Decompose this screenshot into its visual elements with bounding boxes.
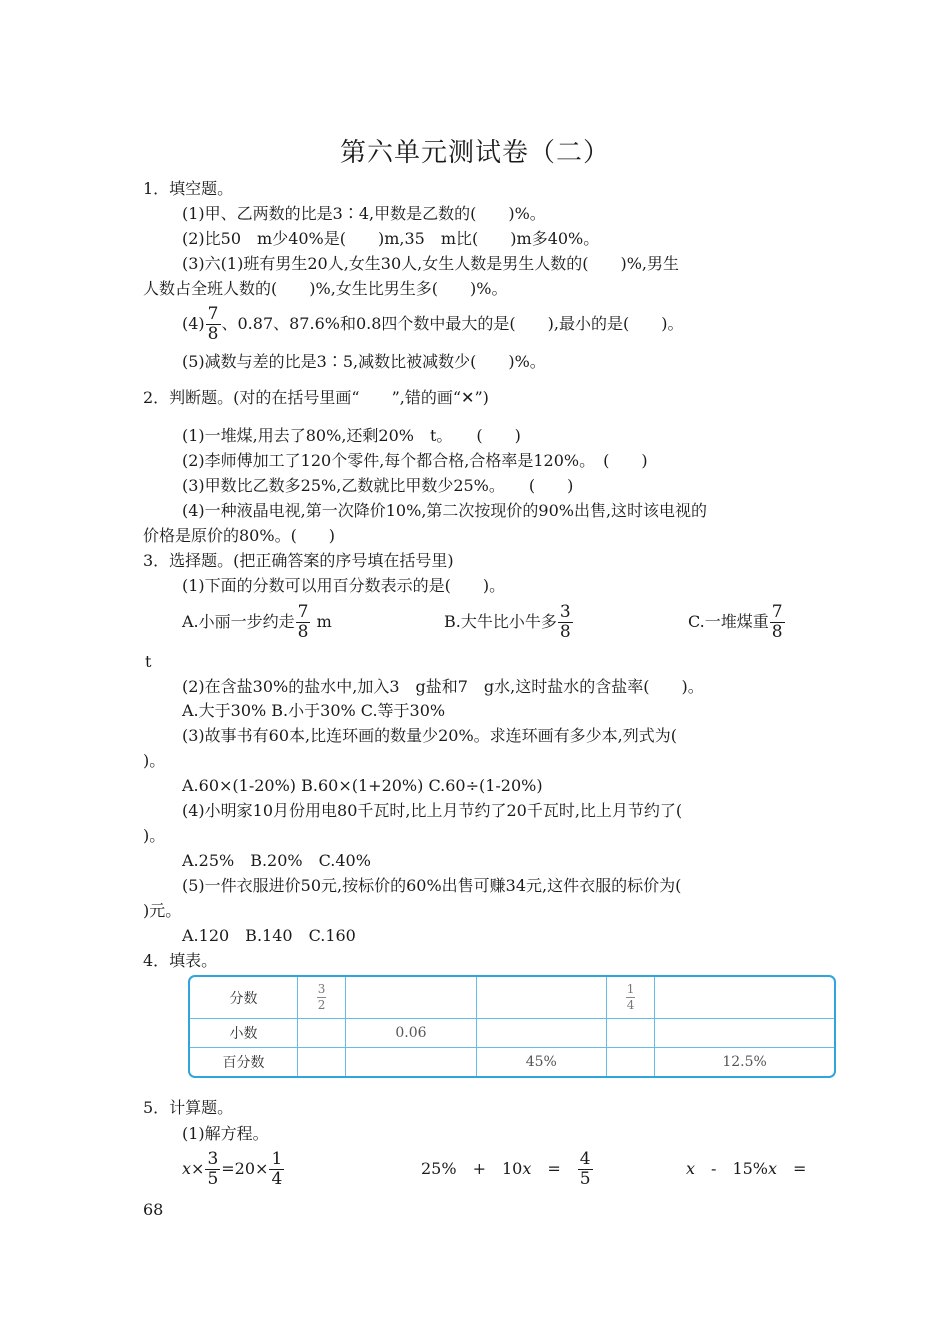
q3-item-3-options: A.60×(1-20%) B.60×(1+20%) C.60÷(1-20%) (182, 776, 543, 795)
equation-1 (182, 1148, 285, 1190)
fraction-denominator: 2 (317, 998, 326, 1013)
q3-item-3-line2: )。 (143, 751, 166, 770)
table-cell[interactable] (346, 1048, 476, 1076)
variable-x: x (182, 1159, 192, 1178)
q3-item-4-line2: )。 (143, 826, 166, 845)
variable-x: x (522, 1159, 532, 1178)
q1-item-4-text: 、0.87、87.6%和0.8四个数中最大的是( ),最小的是( )。 (221, 314, 684, 333)
q1-item-1: (1)甲、乙两数的比是3∶4,甲数是乙数的( )%。 (182, 204, 546, 223)
table-row-percent (190, 1048, 834, 1076)
fill-table (188, 975, 836, 1078)
q2-item-2: (2)李师傅加工了120个零件,每个都合格,合格率是120%。 ( ) (182, 451, 648, 470)
q3-item-1: (1)下面的分数可以用百分数表示的是( )。 (182, 576, 506, 595)
fraction-numerator: 3 (207, 1149, 219, 1169)
table-cell[interactable] (606, 1048, 654, 1076)
q1-item-3-line2: 人数占全班人数的( )%,女生比男生多( )%。 (143, 279, 508, 298)
q3-item-5-options: A.120 B.140 C.160 (182, 926, 356, 945)
table-cell[interactable] (298, 1048, 346, 1076)
q3-item-4-line1: (4)小明家10月份用电80千瓦时,比上月节约了20千瓦时,比上月节约了( (182, 801, 683, 820)
q3-item-4-options: A.25% B.20% C.40% (182, 851, 371, 870)
q3-heading: 3．选择题。(把正确答案的序号填在括号里) (143, 551, 454, 570)
q1-item-3-line1: (3)六(1)班有男生20人,女生30人,女生人数是男生人数的( )%,男生 (182, 254, 679, 273)
variable-x: x (686, 1159, 696, 1178)
table-cell[interactable] (346, 977, 476, 1019)
table-cell[interactable]: 12.5% (655, 1048, 834, 1076)
equals-sign: = (777, 1159, 807, 1178)
q5-sub-1: (1)解方程。 (182, 1124, 269, 1143)
table-fraction (626, 982, 636, 1013)
equation-middle: - 15% (695, 1159, 769, 1178)
table-cell[interactable] (298, 977, 346, 1019)
option-c-text: C.一堆煤重 (688, 612, 769, 631)
table-cell[interactable] (655, 1019, 834, 1048)
fraction-numerator: 4 (579, 1149, 591, 1169)
q3-item-3-line1: (3)故事书有60本,比连环画的数量少20%。求连环画有多少本,列式为( (182, 726, 678, 745)
option-b-text: B.大牛比小牛多 (444, 612, 557, 631)
page-number: 68 (143, 1200, 164, 1219)
row-label: 百分数 (190, 1048, 298, 1076)
fraction-7-8 (206, 305, 221, 344)
fraction-denominator: 8 (559, 622, 571, 642)
fraction-denominator: 8 (771, 622, 783, 642)
fraction-7-8 (296, 603, 311, 642)
table-cell[interactable]: 0.06 (346, 1019, 476, 1048)
table-cell[interactable] (476, 1019, 606, 1048)
fraction-denominator: 4 (626, 998, 635, 1013)
q1-item-4 (182, 304, 683, 344)
page-title: 第六单元测试卷（二） (339, 138, 610, 168)
q2-item-3: (3)甲数比乙数多25%,乙数就比甲数少25%。 ( ) (182, 476, 574, 495)
q3-item-5-line2: )元。 (143, 901, 182, 920)
table-cell[interactable]: 45% (476, 1048, 606, 1076)
q3-item-2-options: A.大于30% B.小于30% C.等于30% (182, 701, 446, 720)
fraction-denominator: 5 (207, 1169, 219, 1189)
q3-option-a (182, 601, 332, 643)
fraction-denominator: 8 (297, 622, 309, 642)
table-fraction (317, 982, 327, 1013)
table-cell[interactable] (655, 977, 834, 1019)
times-sign: × (191, 1159, 205, 1178)
option-a-unit: m (316, 612, 332, 631)
q4-heading: 4．填表。 (143, 951, 218, 970)
fraction-4-5 (578, 1150, 593, 1189)
q3-option-c (688, 601, 786, 643)
equation-2 (421, 1148, 594, 1190)
q2-item-1: (1)一堆煤,用去了80%,还剩20% t。 ( ) (182, 426, 521, 445)
equation-3 (686, 1158, 806, 1180)
fraction-denominator: 5 (579, 1169, 591, 1189)
variable-x: x (768, 1159, 778, 1178)
q2-item-4-line1: (4)一种液晶电视,第一次降价10%,第二次按现价的90%出售,这时该电视的 (182, 501, 708, 520)
fraction-numerator: 1 (626, 982, 635, 997)
fraction-3-5 (205, 1150, 220, 1189)
equation-middle: =20× (221, 1159, 269, 1178)
q1-item-5: (5)减数与差的比是3∶5,减数比被减数少( )%。 (182, 352, 546, 371)
row-label: 分数 (190, 977, 298, 1019)
fraction-3-8 (558, 603, 573, 642)
option-a-text: A.小丽一步约走 (182, 612, 295, 631)
fraction-numerator: 7 (297, 602, 309, 622)
equals-sign: = (531, 1159, 577, 1178)
table-cell[interactable] (298, 1019, 346, 1048)
fraction-numerator: 7 (207, 304, 219, 324)
q1-item-2: (2)比50 m少40%是( )m,35 m比( )m多40%。 (182, 229, 600, 248)
q3-option-c-unit: t (145, 652, 152, 671)
q2-heading: 2．判断题。(对的在括号里画“ ”,错的画“✕”) (143, 388, 489, 407)
fraction-numerator: 1 (271, 1149, 283, 1169)
q1-item-4-prefix: (4) (182, 314, 205, 333)
fraction-numerator: 7 (771, 602, 783, 622)
fraction-denominator: 8 (207, 324, 219, 344)
table-row-fraction (190, 977, 834, 1019)
table-cell[interactable] (606, 1019, 654, 1048)
row-label: 小数 (190, 1019, 298, 1048)
table-row-decimal (190, 1019, 834, 1048)
table-cell[interactable] (606, 977, 654, 1019)
q3-item-2: (2)在含盐30%的盐水中,加入3 g盐和7 g水,这时盐水的含盐率( )。 (182, 677, 704, 696)
q1-heading: 1．填空题。 (143, 179, 234, 198)
fraction-1-4 (269, 1150, 284, 1189)
q2-item-4-line2: 价格是原价的80%。( ) (143, 526, 336, 545)
q3-option-b (444, 601, 574, 643)
equation-left: 25% + 10 (421, 1159, 523, 1178)
q3-item-5-line1: (5)一件衣服进价50元,按标价的60%出售可赚34元,这件衣服的标价为( (182, 876, 682, 895)
q5-heading: 5．计算题。 (143, 1098, 234, 1117)
fraction-7-8 (770, 603, 785, 642)
fraction-numerator: 3 (559, 602, 571, 622)
fraction-numerator: 3 (317, 982, 326, 997)
fraction-denominator: 4 (271, 1169, 283, 1189)
table-cell[interactable] (476, 977, 606, 1019)
